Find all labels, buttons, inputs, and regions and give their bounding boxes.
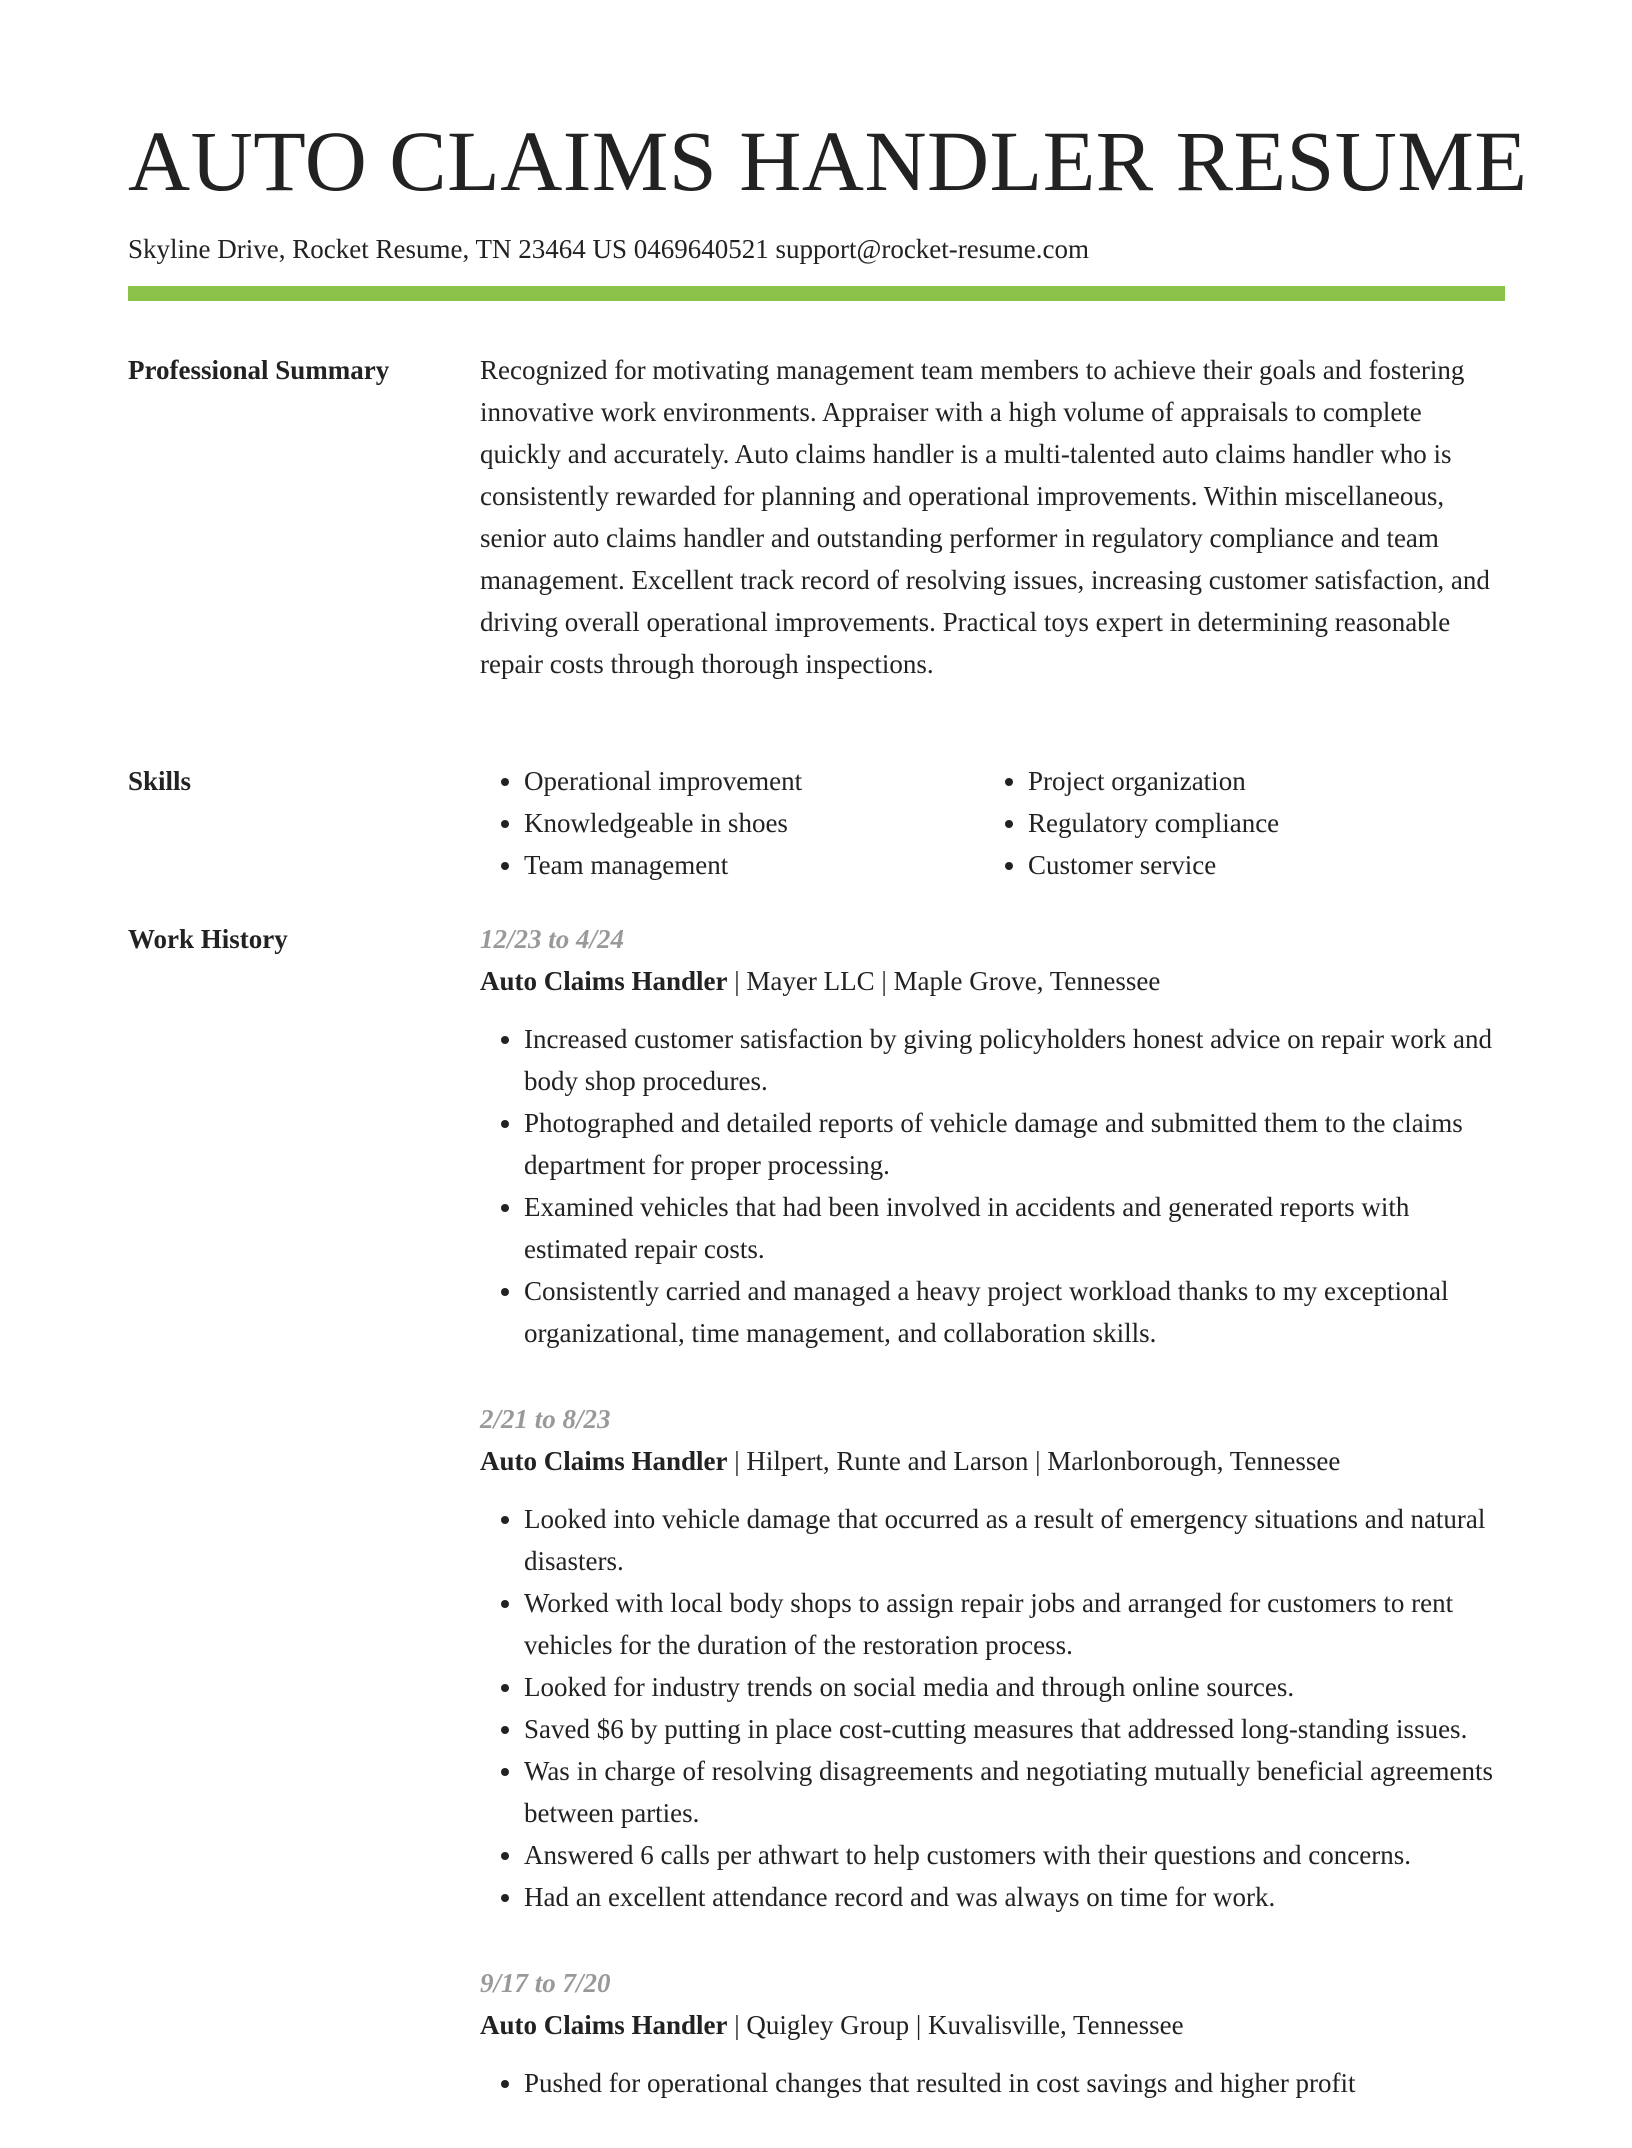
job-details: | Hilpert, Runte and Larson | Marlonborough, Tennessee	[727, 1446, 1341, 1476]
skills-grid	[480, 760, 1505, 886]
skill-item: • Project organization	[1028, 760, 1488, 802]
job-bullet: • Had an excellent attendance record and was always on time for work.	[524, 1876, 1505, 1918]
job-bullet: • Saved $6 by putting in place cost-cutting measures that addressed long-standing issues.	[524, 1708, 1505, 1750]
job-heading	[480, 960, 1505, 1002]
job-entry	[480, 918, 1505, 1354]
summary-body	[480, 349, 1505, 685]
job-bullets	[480, 1498, 1505, 1918]
work-history-body	[480, 918, 1505, 2148]
skill-item: • Operational improvement	[524, 760, 984, 802]
skill-item: • Customer service	[1028, 844, 1488, 886]
skill-item: • Team management	[524, 844, 984, 886]
job-bullet: • Looked for industry trends on social media and through online sources.	[524, 1666, 1505, 1708]
job-dates: 9/17 to 7/20	[480, 1968, 611, 1998]
skills-body	[480, 760, 1505, 886]
job-bullet: • Consistently carried and managed a heavy project workload thanks to my exceptional organizational, time management, and collaboration skills.	[524, 1270, 1505, 1354]
job-heading	[480, 1440, 1505, 1482]
job-bullets	[480, 2062, 1505, 2104]
accent-divider	[128, 286, 1505, 301]
skills-column-left	[480, 760, 984, 886]
skills-label: Skills	[128, 766, 192, 796]
job-title: Auto Claims Handler	[480, 966, 728, 996]
job-title: Auto Claims Handler	[480, 1446, 728, 1476]
job-details: | Mayer LLC | Maple Grove, Tennessee	[727, 966, 1161, 996]
job-bullet: • Pushed for operational changes that resulted in cost savings and higher profit	[524, 2062, 1505, 2104]
summary-text: Recognized for motivating management team members to achieve their goals and fostering innovative work environments. Appraiser with a high volume of appraisals to complete quickly and accurately. Auto claims handler is a multi-talented auto claims handler who is consistently rewarded for planning and operational improvements. Within miscellaneous, senior auto claims handler and outstanding performer in regulatory compliance and team management. Excellent track record of resolving issues, increasing customer satisfaction, and driving overall operational improvements. Practical toys expert in determining reasonable repair costs through thorough inspections.	[480, 355, 1490, 679]
skill-item: • Regulatory compliance	[1028, 802, 1488, 844]
summary-label: Professional Summary	[128, 355, 390, 385]
job-bullet: • Increased customer satisfaction by giving policyholders honest advice on repair work and body shop procedures.	[524, 1018, 1505, 1102]
job-entry	[480, 1962, 1505, 2104]
job-dates: 2/21 to 8/23	[480, 1404, 611, 1434]
job-bullet: • Worked with local body shops to assign repair jobs and arranged for customers to rent vehicles for the duration of the restoration process.	[524, 1582, 1505, 1666]
job-dates: 12/23 to 4/24	[480, 924, 625, 954]
job-bullet: • Was in charge of resolving disagreements and negotiating mutually beneficial agreements between parties.	[524, 1750, 1505, 1834]
contact-line: Skyline Drive, Rocket Resume, TN 23464 US 0469640521 support@rocket-resume.com	[128, 234, 1089, 264]
work-history-label: Work History	[128, 924, 288, 954]
job-entry	[480, 1398, 1505, 1918]
skills-column-right	[984, 760, 1488, 886]
resume-title: AUTO CLAIMS HANDLER RESUME	[128, 113, 1528, 209]
job-title: Auto Claims Handler	[480, 2010, 728, 2040]
job-details: | Quigley Group | Kuvalisville, Tennessee	[727, 2010, 1184, 2040]
skill-item: • Knowledgeable in shoes	[524, 802, 984, 844]
job-heading	[480, 2004, 1505, 2046]
job-bullet: • Examined vehicles that had been involved in accidents and generated reports with estimated repair costs.	[524, 1186, 1505, 1270]
job-bullet: • Photographed and detailed reports of vehicle damage and submitted them to the claims department for proper processing.	[524, 1102, 1505, 1186]
job-bullets	[480, 1018, 1505, 1354]
job-bullet: • Looked into vehicle damage that occurred as a result of emergency situations and natural disasters.	[524, 1498, 1505, 1582]
job-bullet: • Answered 6 calls per athwart to help customers with their questions and concerns.	[524, 1834, 1505, 1876]
